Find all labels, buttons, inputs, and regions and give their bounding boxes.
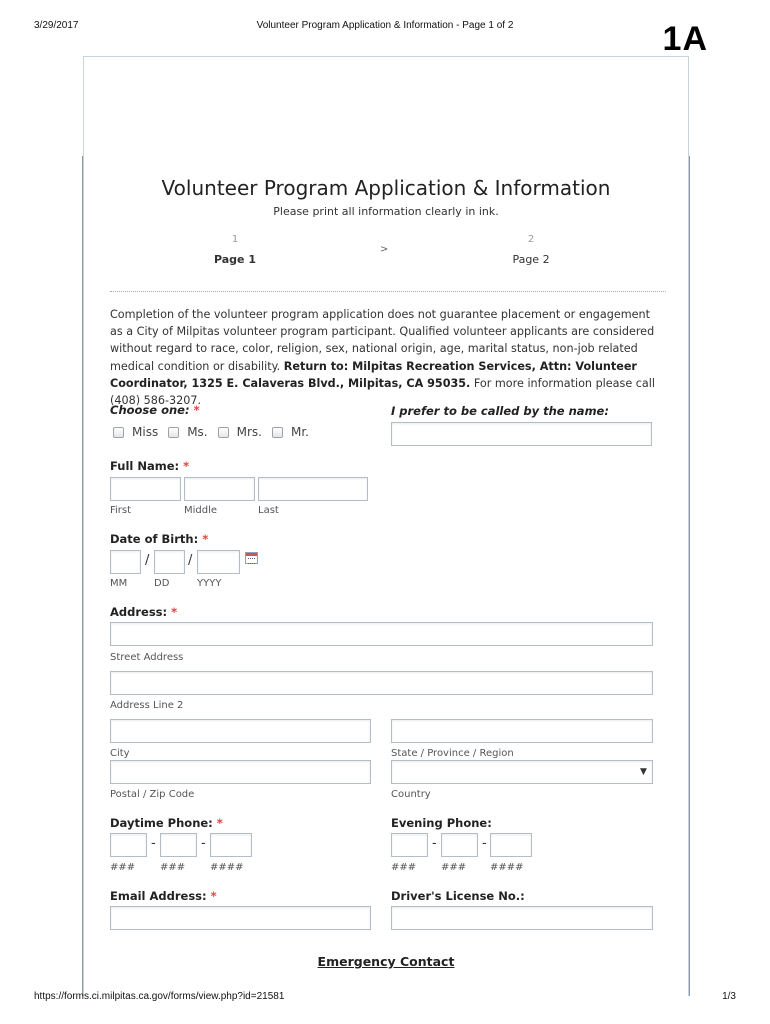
phone-separator: - bbox=[151, 836, 156, 851]
intro-return-address: Return to: Milpitas Recreation Services, Attn: Volunteer Coordinator, 1325 E. Calaveras Blvd., Milpitas, CA 95035. bbox=[110, 359, 637, 390]
evening-prefix-input[interactable] bbox=[441, 833, 478, 857]
country-caption: Country bbox=[391, 789, 431, 800]
dob-label bbox=[110, 532, 208, 546]
required-mark: * bbox=[171, 605, 178, 619]
checkbox[interactable] bbox=[113, 427, 124, 438]
frame-right-edge bbox=[689, 156, 690, 996]
checkbox[interactable] bbox=[272, 427, 283, 438]
print-url: https://forms.ci.milpitas.ca.gov/forms/view.php?id=21581 bbox=[34, 991, 285, 1002]
dob-day-caption: DD bbox=[154, 578, 170, 589]
checkbox[interactable] bbox=[168, 427, 179, 438]
preferred-name-label: I prefer to be called by the name: bbox=[391, 404, 609, 418]
middle-name-caption: Middle bbox=[184, 505, 218, 516]
required-mark: * bbox=[193, 403, 200, 417]
option-label: Mrs. bbox=[236, 425, 262, 439]
dob-year-caption: YYYY bbox=[197, 578, 222, 589]
intro-text: Completion of the volunteer program application does not guarantee placement or engagement as a City of Milpitas volunteer program participant. Qualified volunteer applicants are considered without regard to race, color, religion, sex, national origin, age, marital status, non-job related medical condition or disability. bbox=[110, 308, 655, 373]
form-title: Volunteer Program Application & Information bbox=[161, 176, 611, 200]
dob-year-input[interactable] bbox=[197, 550, 240, 574]
phone-separator: - bbox=[201, 836, 206, 851]
step-label: Page 1 bbox=[213, 253, 256, 266]
state-input[interactable] bbox=[391, 719, 653, 743]
print-page-count: 1/3 bbox=[722, 991, 736, 1002]
option-label: Mr. bbox=[290, 425, 309, 439]
street-address-caption: Street Address bbox=[110, 652, 184, 663]
last-name-caption: Last bbox=[258, 505, 279, 516]
middle-name-input[interactable] bbox=[184, 477, 255, 501]
step-arrow-icon: > bbox=[380, 244, 389, 255]
date-separator: / bbox=[145, 553, 150, 568]
daytime-prefix-caption: ### bbox=[160, 862, 186, 873]
required-mark: * bbox=[216, 816, 223, 830]
choose-one-label bbox=[110, 403, 200, 417]
option-mrs[interactable] bbox=[218, 425, 262, 439]
intro-paragraph bbox=[110, 306, 666, 409]
checkbox[interactable] bbox=[218, 427, 229, 438]
daytime-line-caption: #### bbox=[210, 862, 244, 873]
address-line2-input[interactable] bbox=[110, 671, 653, 695]
step-number: 1 bbox=[231, 234, 239, 245]
preferred-name-input[interactable] bbox=[391, 422, 652, 446]
intro-contact: For more information please call (408) 586-3207. bbox=[110, 376, 656, 408]
print-title: Volunteer Program Application & Information - Page 1 of 2 bbox=[256, 20, 514, 31]
evening-area-input[interactable] bbox=[391, 833, 428, 857]
evening-line-caption: #### bbox=[490, 862, 524, 873]
step-page-2[interactable] bbox=[471, 234, 591, 266]
option-label: Ms. bbox=[187, 425, 208, 439]
form-subtitle: Please print all information clearly in ink. bbox=[273, 205, 499, 218]
page-steps bbox=[110, 234, 666, 274]
date-separator: / bbox=[188, 553, 193, 568]
evening-prefix-caption: ### bbox=[441, 862, 467, 873]
street-address-input[interactable] bbox=[110, 622, 653, 646]
last-name-input[interactable] bbox=[258, 477, 368, 501]
daytime-prefix-input[interactable] bbox=[160, 833, 197, 857]
divider bbox=[110, 291, 666, 292]
calendar-icon[interactable] bbox=[245, 552, 258, 564]
choose-one-text: Choose one: bbox=[110, 403, 190, 417]
full-name-label bbox=[110, 459, 189, 473]
step-number: 2 bbox=[527, 234, 535, 245]
daytime-phone-text: Daytime Phone: bbox=[110, 816, 213, 830]
page-label: 1A bbox=[662, 20, 708, 58]
required-mark: * bbox=[202, 532, 209, 546]
country-select[interactable] bbox=[391, 760, 653, 784]
option-miss[interactable] bbox=[113, 425, 158, 439]
print-date: 3/29/2017 bbox=[34, 20, 79, 31]
phone-separator: - bbox=[482, 836, 487, 851]
evening-line-input[interactable] bbox=[490, 833, 532, 857]
daytime-area-input[interactable] bbox=[110, 833, 147, 857]
option-label: Miss bbox=[132, 425, 159, 439]
phone-separator: - bbox=[432, 836, 437, 851]
evening-phone-label: Evening Phone: bbox=[391, 816, 492, 830]
license-input[interactable] bbox=[391, 906, 653, 930]
daytime-phone-label bbox=[110, 816, 223, 830]
email-input[interactable] bbox=[110, 906, 371, 930]
frame-left-edge bbox=[82, 156, 83, 996]
address-label bbox=[110, 605, 177, 619]
city-input[interactable] bbox=[110, 719, 371, 743]
dob-text: Date of Birth: bbox=[110, 532, 199, 546]
first-name-input[interactable] bbox=[110, 477, 181, 501]
daytime-area-caption: ### bbox=[110, 862, 136, 873]
option-mr[interactable] bbox=[272, 425, 309, 439]
required-mark: * bbox=[183, 459, 190, 473]
daytime-line-input[interactable] bbox=[210, 833, 252, 857]
state-caption: State / Province / Region bbox=[391, 748, 514, 759]
full-name-text: Full Name: bbox=[110, 459, 180, 473]
address-text: Address: bbox=[110, 605, 168, 619]
email-label bbox=[110, 889, 217, 903]
address-line2-caption: Address Line 2 bbox=[110, 700, 184, 711]
postal-code-input[interactable] bbox=[110, 760, 371, 784]
dob-month-input[interactable] bbox=[110, 550, 141, 574]
first-name-caption: First bbox=[110, 505, 132, 516]
step-label: Page 2 bbox=[512, 253, 550, 266]
option-ms[interactable] bbox=[168, 425, 207, 439]
evening-area-caption: ### bbox=[391, 862, 417, 873]
required-mark: * bbox=[210, 889, 217, 903]
salutation-options bbox=[113, 425, 319, 439]
email-text: Email Address: bbox=[110, 889, 207, 903]
step-page-1[interactable] bbox=[175, 234, 295, 266]
postal-code-caption: Postal / Zip Code bbox=[110, 789, 195, 800]
dob-day-input[interactable] bbox=[154, 550, 185, 574]
emergency-contact-heading: Emergency Contact bbox=[317, 954, 455, 969]
city-caption: City bbox=[110, 748, 130, 759]
dob-month-caption: MM bbox=[110, 578, 128, 589]
dropdown-arrow-icon[interactable]: ▼ bbox=[640, 767, 647, 777]
license-label: Driver's License No.: bbox=[391, 889, 525, 903]
